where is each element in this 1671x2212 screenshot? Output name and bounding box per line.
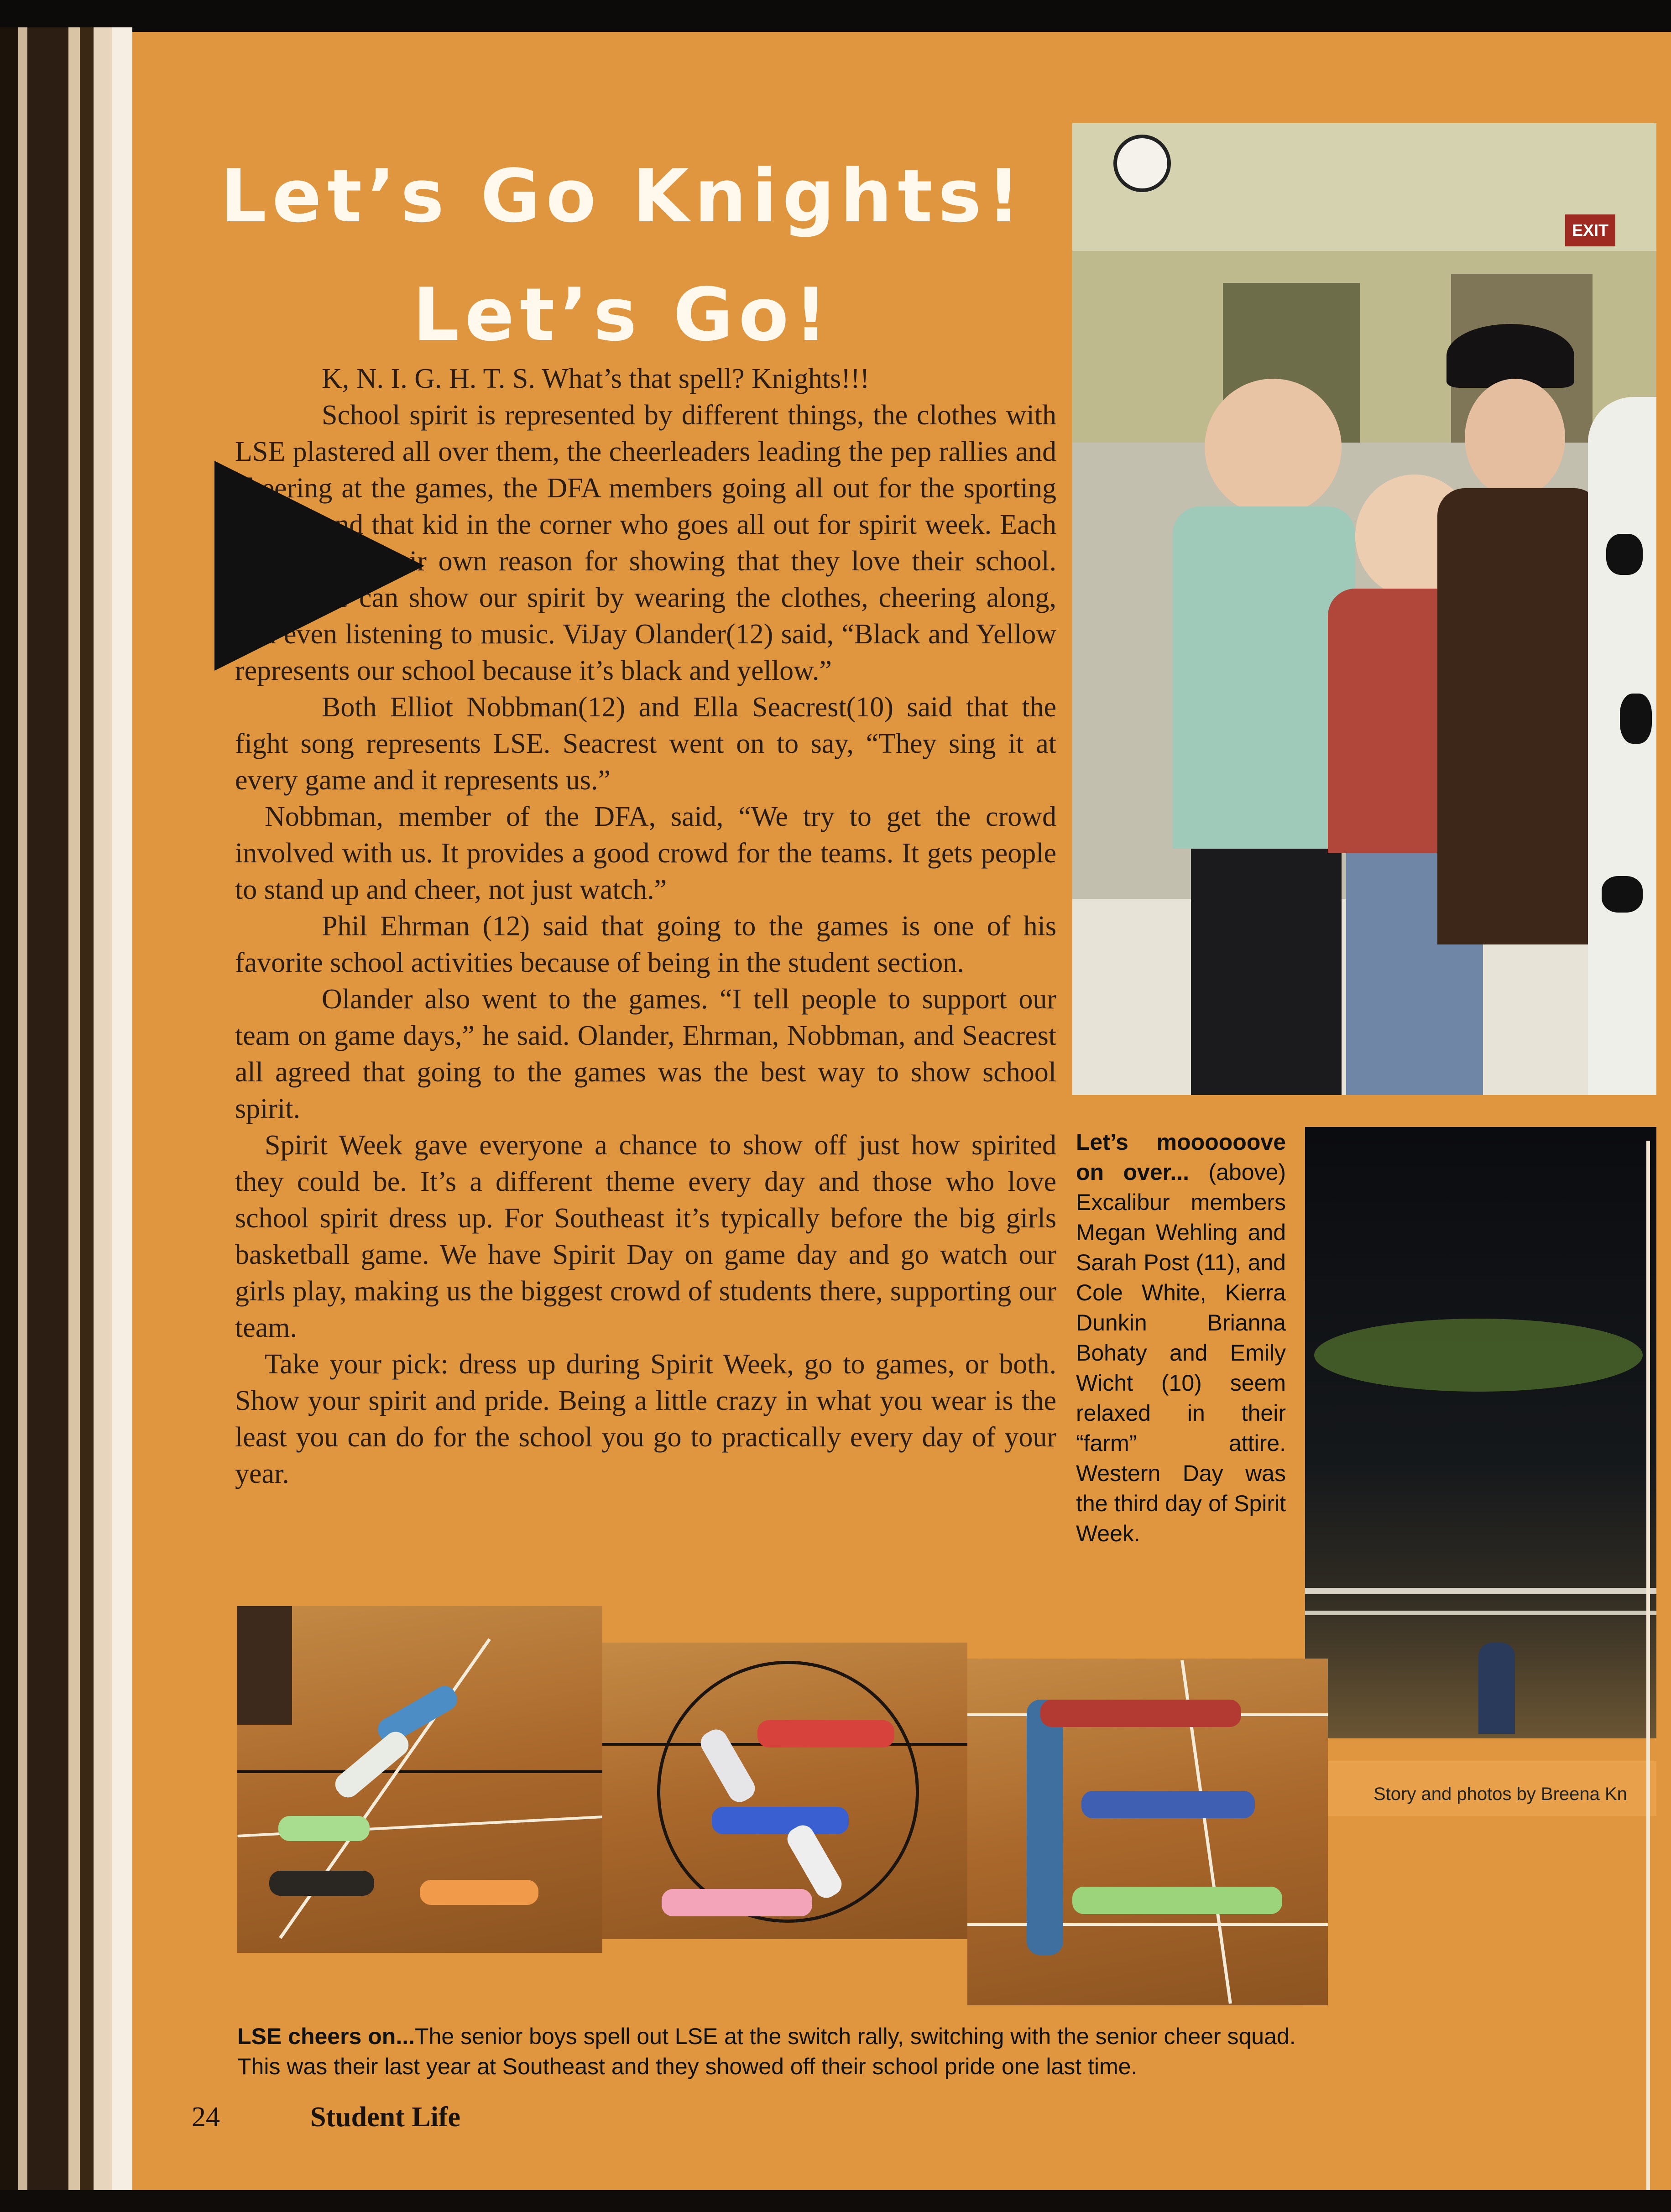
photo-spirit-week-students — [1072, 123, 1656, 1095]
section-name: Student Life — [310, 2102, 460, 2133]
triangle-arrow-icon — [214, 461, 424, 671]
person-3-cowboy — [1446, 324, 1574, 388]
article-paragraph: School spirit is represented by different things, the clothes with LSE plastered all over them, the cheerleaders leading the pep rallies and cheering at the games, the DFA members going all out for the sporting events, and that kid in the corner who goes all out for spirit week. Each person had their own reason for showing that they love their school. Today we can show our spirit by wearing the clothes, cheering along, and even listening to music. ViJay Olander(12) said, “Black and Yellow represents our school because it’s black and yellow.” — [235, 400, 1056, 686]
scan-top-border — [0, 0, 1671, 32]
photo-court-letter-l — [237, 1606, 602, 1953]
photo-night-game — [1305, 1127, 1656, 1738]
photo-credit: Story and photos by Breena Kn — [1373, 1784, 1627, 1804]
bottom-photo-caption — [237, 2021, 1332, 2082]
article-paragraph: Both Elliot Nobbman(12) and Ella Seacrest(10) said that the fight song represents LSE. Seacrest went on to say, “They sing it at every game and it represents us.” — [235, 692, 1056, 796]
article-paragraph: Take your pick: dress up during Spirit Week, go to games, or both. Show your spirit and pride. Being a little crazy in what you wear is the least you can do for the school you go to practically every day of your year. — [235, 1349, 1056, 1489]
caption-body: (above) Excalibur members Megan Wehling and Sarah Post (11), and Cole White, Kierra Dunkin Brianna Bohaty and Emily Wicht (10) seem relaxed in their “farm” attire. Western Day was the third day of Spirit Week. — [1076, 1159, 1286, 1546]
exit-sign: EXIT — [1565, 214, 1615, 246]
photo-court-letter-e — [967, 1659, 1328, 2005]
book-spine — [0, 27, 132, 2212]
person-4-cow-costume — [1588, 397, 1656, 1095]
title-line-2: Let’s Go! — [413, 272, 833, 357]
photo-court-letter-s — [602, 1643, 967, 1939]
article-paragraph: Nobbman, member of the DFA, said, “We try to get the crowd involved with us. It provides a good crowd for the teams. It gets people to stand up and cheer, not just watch.” — [235, 801, 1056, 905]
article-paragraph: Phil Ehrman (12) said that going to the games is one of his favorite school activities because of being in the student section. — [235, 911, 1056, 978]
page-edge — [1646, 1141, 1650, 2190]
caption-lead: LSE cheers on... — [237, 2024, 415, 2049]
article-paragraph: Spirit Week gave everyone a chance to show off just how spirited they could be. It’s a different theme every day and those who love school spirit dress up. For Southeast it’s typically before the big girls basketball game. We have Spirit Day on game day and go watch our girls play, making us the biggest crowd of students there, supporting our team. — [235, 1130, 1056, 1343]
person-1 — [1205, 379, 1342, 516]
title-line-1: Let’s Go Knights! — [220, 153, 1026, 239]
scan-bottom-border — [0, 2190, 1671, 2212]
page-number: 24 — [192, 2102, 220, 2133]
article-paragraph: K, N. I. G. H. T. S. What’s that spell? Knights!!! — [322, 363, 870, 394]
clock-icon — [1113, 135, 1171, 192]
side-photo-caption — [1076, 1127, 1286, 1549]
caption-lead: Let’s moooooove on over... — [1076, 1129, 1286, 1185]
page-title — [155, 137, 1091, 374]
caption-body: The senior boys spell out LSE at the switch rally, switching with the senior cheer squad. This was their last year at Southeast and they showed off their school pride one last time. — [237, 2024, 1296, 2079]
article-paragraph: Olander also went to the games. “I tell people to support our team on game days,” he said. Olander, Ehrman, Nobbman, and Seacrest all agreed that going to the games was the best way to show school spirit. — [235, 984, 1056, 1124]
